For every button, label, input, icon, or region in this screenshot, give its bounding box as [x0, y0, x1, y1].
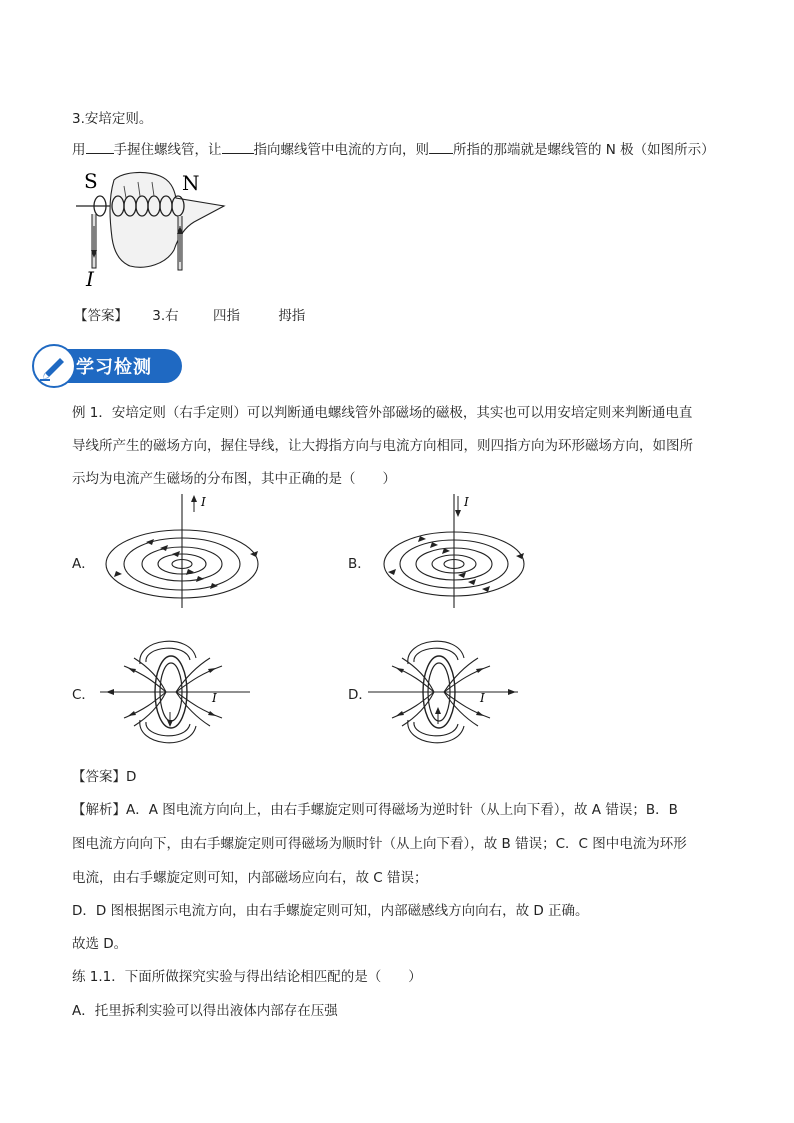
sentence-part: 用	[72, 142, 86, 158]
practice-question: 练 1.1．下面所做探究实验与得出结论相匹配的是（ ）	[72, 969, 422, 985]
analysis-text: 电流，由右手螺旋定则可知，内部磁场应向右，故 C 错误；	[72, 870, 428, 886]
current-label: I	[480, 691, 485, 705]
current-label: I	[464, 495, 469, 509]
current-label: I	[86, 267, 94, 290]
option-a-straight-wire-field	[100, 490, 270, 610]
fill-blank[interactable]	[429, 141, 453, 154]
option-b-label[interactable]: B．	[348, 556, 371, 572]
answer-value: 3.右	[152, 308, 179, 324]
right-hand-solenoid-figure	[74, 166, 234, 290]
answer-line	[74, 304, 305, 324]
analysis-text: 图电流方向向下，由右手螺旋定则可得磁场为顺时针（从上向下看），故 B 错误；C．C 图中电流为环形	[72, 836, 687, 852]
current-label: I	[201, 495, 206, 509]
question-text: 导线所产生的磁场方向，握住导线，让大拇指方向与电流方向相同，则四指方向为环形磁场方向，如图所	[72, 438, 693, 454]
pen-icon	[32, 344, 76, 388]
answer-label: 【答案】	[74, 308, 128, 324]
badge-title: 学习检测	[76, 357, 152, 378]
answer-value: 四指	[212, 308, 240, 324]
fill-blank[interactable]	[222, 141, 254, 154]
s-pole-label: S	[84, 169, 98, 193]
sentence-part: 手握住螺线管，让	[113, 142, 222, 158]
sentence-part: 所指的那端就是螺线管的 N 极（如图所示）	[453, 142, 715, 158]
section-badge	[32, 344, 182, 388]
n-pole-label: N	[182, 171, 200, 195]
fill-blank[interactable]	[86, 141, 114, 154]
answer-line: 【答案】D	[72, 769, 137, 785]
analysis-text: D．D 图根据图示电流方向，由右手螺旋定则可知，内部磁感线方向向右，故 D 正确。	[72, 903, 589, 919]
option-d-label[interactable]: D．	[348, 687, 372, 703]
conclusion-text: 故选 D。	[72, 936, 128, 952]
section-title: 3.安培定则。	[72, 111, 153, 127]
option-b-straight-wire-field	[372, 490, 542, 610]
question-text: 例 1．安培定则（右手定则）可以判断通电螺线管外部磁场的磁极，其实也可以用安培定则来判断通电直	[72, 405, 693, 421]
option-d-loop-current-field	[368, 628, 538, 756]
sentence-part: 指向螺线管中电流的方向，则	[253, 142, 429, 158]
option-c-loop-current-field	[100, 628, 270, 756]
current-label: I	[212, 691, 217, 705]
answer-value: 拇指	[278, 308, 306, 324]
question-text: 示均为电流产生磁场的分布图，其中正确的是（ ）	[72, 471, 396, 487]
option-a-label[interactable]: A．	[72, 556, 95, 572]
option-c-label[interactable]: C．	[72, 687, 95, 703]
practice-option-a[interactable]: A．托里拆利实验可以得出液体内部存在压强	[72, 1003, 338, 1019]
analysis-text: 【解析】A．A 图电流方向向上，由右手螺旋定则可得磁场为逆时针（从上向下看），故 A 错误；B．B	[72, 802, 678, 818]
ampere-rule-sentence	[72, 138, 715, 158]
